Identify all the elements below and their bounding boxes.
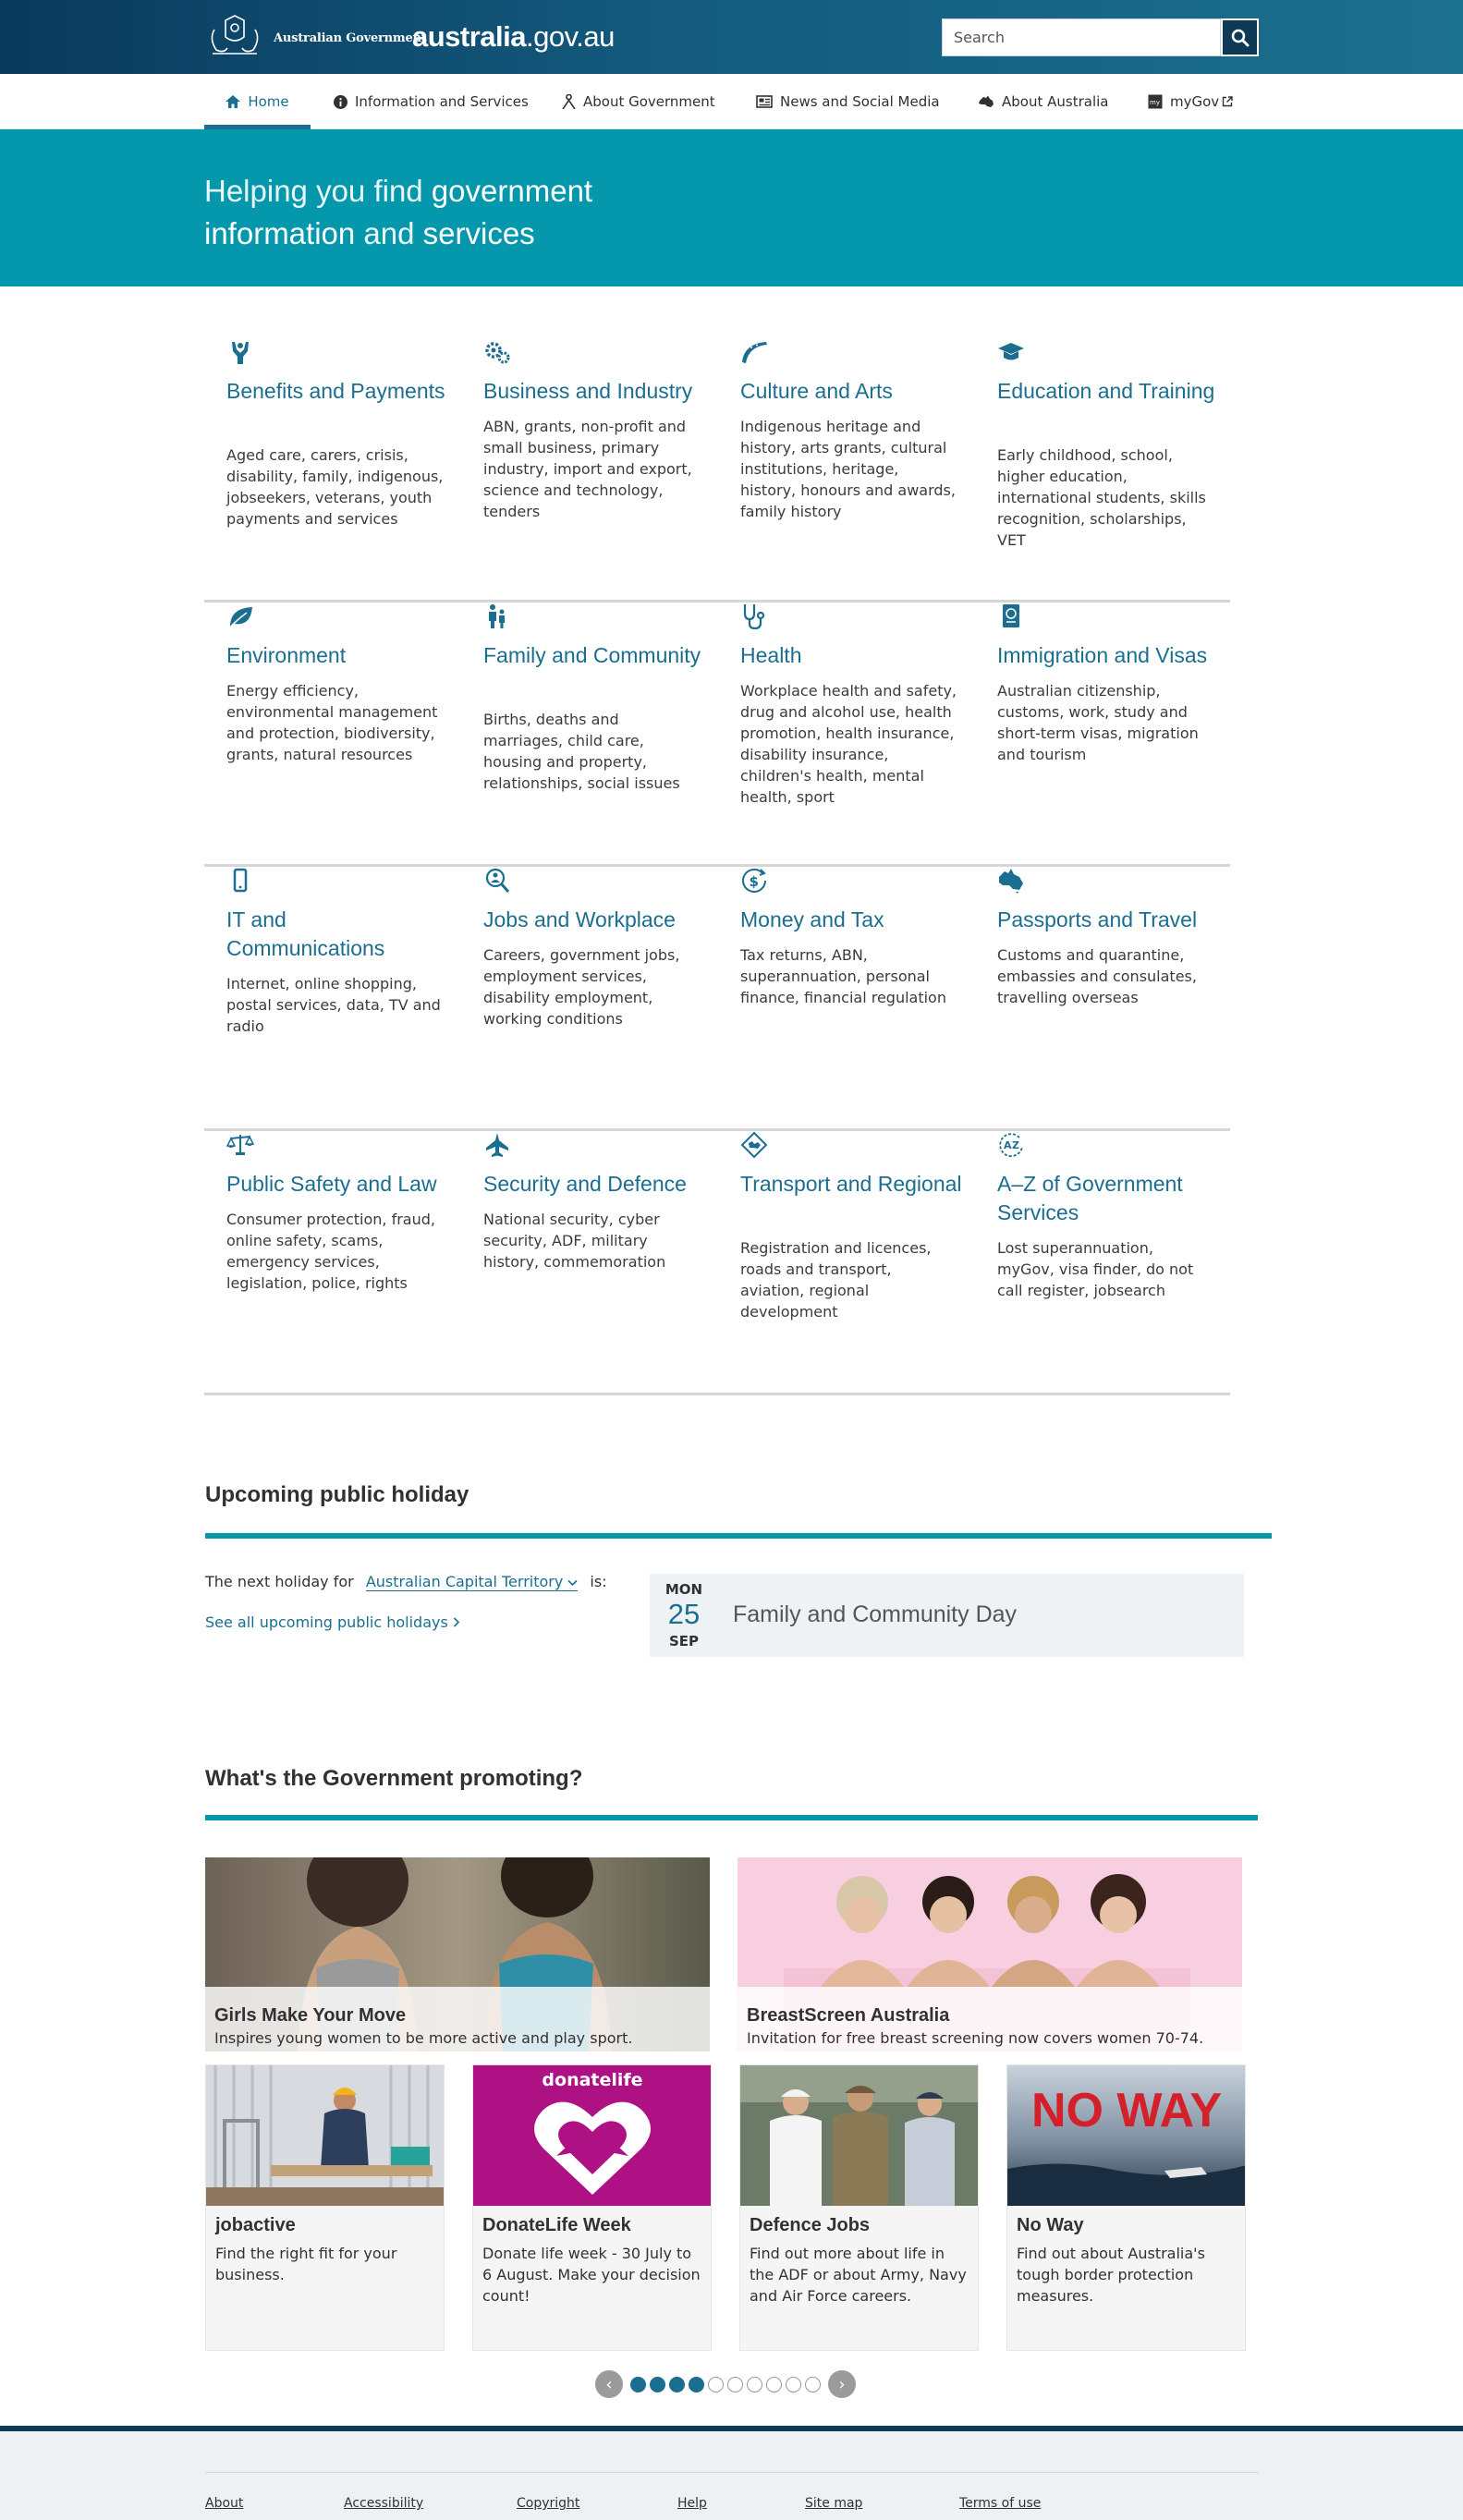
australia-map-icon <box>978 95 994 109</box>
chevron-down-icon <box>567 1579 578 1587</box>
promo-defence-jobs[interactable] <box>739 2064 979 2351</box>
category-title: Public Safety and Law <box>226 1172 437 1196</box>
search-icon <box>1231 29 1250 47</box>
category-description: Australian citizenship, customs, work, study and short-term visas, migration and tourism <box>997 682 1199 763</box>
coat-of-arms-icon <box>205 13 264 61</box>
footer-divider <box>205 2472 1259 2473</box>
carousel-dots <box>628 2377 823 2392</box>
category-title: A–Z of Government Services <box>997 1172 1183 1224</box>
promo-jobactive[interactable] <box>205 2064 445 2351</box>
donatelife-logo-text: donatelife <box>542 2070 643 2090</box>
hero-text: and <box>355 216 423 250</box>
category-description: Tax returns, ABN, superannuation, personal finance, financial regulation <box>740 946 946 1006</box>
promo-title: DonateLife Week <box>482 2215 631 2235</box>
home-icon <box>226 95 240 108</box>
category-description: Indigenous heritage and history, arts grants, cultural institutions, heritage, history, honours and awards, family history <box>740 418 956 520</box>
promo-title: jobactive <box>215 2215 296 2235</box>
site-name-bold: australia <box>412 20 527 53</box>
category-description: Careers, government jobs, employment services, disability employment, working conditions <box>483 946 680 1028</box>
carousel-dot[interactable] <box>689 2377 704 2392</box>
gears-icon <box>483 338 511 366</box>
nav-item-mygov[interactable] <box>1144 74 1237 129</box>
carousel-dot[interactable] <box>650 2377 665 2392</box>
promo-caption <box>205 1987 710 2051</box>
category-title: Passports and Travel <box>997 907 1198 931</box>
promo-text: Find the right fit for your business. <box>215 2245 397 2283</box>
category-description: Customs and quarantine, embassies and consulates, travelling overseas <box>997 946 1197 1006</box>
promo-text: Find out more about life in the ADF or about Army, Navy and Air Force careers. <box>750 2245 967 2305</box>
nav-label: Home <box>248 93 289 110</box>
site-logo-link[interactable] <box>412 20 615 54</box>
category-title: IT and Communications <box>226 907 385 960</box>
category-title: Health <box>740 643 802 667</box>
nav-item-information-and-services[interactable] <box>330 74 532 129</box>
carousel-dot[interactable] <box>766 2377 782 2392</box>
site-name-domain: .gov.au <box>526 20 615 53</box>
section-divider <box>205 1533 1272 1539</box>
chevron-left-icon: ‹ <box>605 2374 613 2394</box>
nav-label: myGov <box>1170 93 1220 110</box>
category-title: Jobs and Workplace <box>483 907 676 931</box>
holiday-card <box>650 1574 1244 1657</box>
family-icon <box>483 603 511 630</box>
promo-image-defence-personnel <box>740 2065 979 2206</box>
svg-text:A: A <box>1004 1139 1012 1151</box>
australia-map-icon <box>997 867 1025 895</box>
mobile-phone-icon <box>226 867 254 895</box>
category-row <box>204 1131 1230 1395</box>
promo-girls-make-your-move[interactable] <box>205 1857 710 2051</box>
nav-label: About Australia <box>1002 93 1109 110</box>
nav-item-news-and-social-media[interactable] <box>752 74 944 129</box>
category-row <box>204 338 1230 603</box>
promo-image-donatelife <box>473 2065 712 2206</box>
region-select[interactable] <box>366 1573 579 1591</box>
helping-hands-icon <box>226 338 254 366</box>
category-title: Business and Industry <box>483 379 693 403</box>
carousel-prev-button[interactable] <box>595 2370 623 2398</box>
category-title: Immigration and Visas <box>997 643 1208 667</box>
category-description: Lost superannuation, myGov, visa finder, do not call register, jobsearch <box>997 1239 1194 1299</box>
graduation-cap-icon <box>997 338 1025 366</box>
category-title: Transport and Regional <box>740 1172 962 1196</box>
scales-icon <box>226 1131 254 1159</box>
search-placeholder: Search <box>954 29 1005 46</box>
carousel-dot[interactable] <box>805 2377 821 2392</box>
promo-text: Invitation for free breast screening now covers women 70-74. <box>747 2029 1204 2047</box>
promo-text: Donate life week - 30 July to 6 August. Make your decision count! <box>482 2245 701 2305</box>
category-title: Culture and Arts <box>740 379 893 403</box>
chevron-right-icon: › <box>838 2374 846 2394</box>
promo-title: Girls Make Your Move <box>214 2005 407 2026</box>
nav-label: About Government <box>583 93 715 110</box>
carousel-dot[interactable] <box>708 2377 724 2392</box>
category-description: Births, deaths and marriages, child care, housing and property, relationships, social issues <box>483 711 680 792</box>
carousel-dot[interactable] <box>669 2377 685 2392</box>
site-header <box>0 0 1463 74</box>
newspaper-icon <box>756 95 773 108</box>
search-input[interactable] <box>942 18 1221 56</box>
stethoscope-icon <box>740 603 768 630</box>
footer-link-accessibility[interactable]: Accessibility <box>344 2496 424 2511</box>
category-description: Internet, online shopping, postal services, data, TV and radio <box>226 975 441 1035</box>
holiday-suffix: is: <box>590 1573 607 1590</box>
region-select-value: Australian Capital Territory <box>365 1573 564 1590</box>
category-row <box>204 603 1230 867</box>
main-nav <box>0 74 1463 129</box>
external-link-icon <box>1222 96 1233 107</box>
category-description: Early childhood, school, higher education, international students, skills recognition, scholarships, VET <box>997 446 1206 549</box>
footer-link-help[interactable]: Help <box>677 2496 707 2511</box>
svg-text:Z: Z <box>1012 1139 1019 1151</box>
nav-item-about-government[interactable] <box>558 74 719 129</box>
hero-text-emphasis: services <box>422 216 535 250</box>
carousel-dot[interactable] <box>727 2377 743 2392</box>
fighter-jet-icon <box>483 1131 511 1159</box>
promo-text: Find out about Australia's tough border protection measures. <box>1017 2245 1205 2305</box>
hero-text-emphasis: information <box>204 216 356 250</box>
promo-image-worker <box>206 2065 445 2206</box>
footer-link-about[interactable]: About <box>205 2496 244 2511</box>
hero-title <box>204 170 722 255</box>
promo-title: Defence Jobs <box>750 2215 871 2235</box>
a-z-icon <box>997 1131 1025 1159</box>
category-description: National security, cyber security, ADF, military history, commemoration <box>483 1211 666 1271</box>
category-description: Aged care, carers, crisis, disability, family, indigenous, jobseekers, veterans, youth payments and services <box>226 446 444 528</box>
promo-donatelife-week[interactable] <box>472 2064 712 2351</box>
category-description: Energy efficiency, environmental management and protection, biodiversity, grants, natural resources <box>226 682 438 763</box>
holiday-next-text <box>205 1573 607 1590</box>
footer-link-terms-of-use[interactable]: Terms of use <box>959 2496 1042 2511</box>
holiday-month: SEP <box>668 1633 700 1650</box>
promo-title: No Way <box>1017 2215 1084 2235</box>
category-title: Environment <box>226 643 347 667</box>
search-button[interactable] <box>1221 18 1259 56</box>
hero-banner <box>0 129 1463 286</box>
svg-text:my: my <box>1150 99 1160 106</box>
promotions-section-title: What's the Government promoting? <box>205 1766 583 1791</box>
holiday-day: 25 <box>667 1598 701 1630</box>
boomerang-icon <box>740 338 768 366</box>
job-search-icon <box>483 867 511 895</box>
road-sign-icon <box>740 1131 768 1159</box>
footer-link-copyright[interactable]: Copyright <box>517 2496 580 2511</box>
holiday-section-title: Upcoming public holiday <box>205 1482 469 1507</box>
dollar-cycle-icon <box>740 867 768 895</box>
leaf-icon <box>226 603 254 630</box>
category-title: Security and Defence <box>483 1172 687 1196</box>
info-icon <box>334 95 347 109</box>
nav-item-home[interactable] <box>204 74 311 129</box>
category-title: Money and Tax <box>740 907 884 931</box>
category-description: ABN, grants, non-profit and small business, primary industry, import and export, science and technology, tenders <box>483 418 692 520</box>
nav-item-about-australia[interactable] <box>974 74 1112 129</box>
promo-caption <box>738 1987 1242 2051</box>
carousel-next-button[interactable] <box>828 2370 856 2398</box>
holiday-name: Family and Community Day <box>733 1601 1018 1627</box>
nav-label: News and Social Media <box>780 93 940 110</box>
see-all-holidays-label: See all upcoming public holidays <box>205 1613 448 1631</box>
promo-text: Inspires young women to be more active and play sport. <box>214 2029 633 2047</box>
mygov-icon <box>1148 94 1163 109</box>
holiday-prefix: The next holiday for <box>205 1573 354 1590</box>
promo-no-way[interactable] <box>1006 2064 1246 2351</box>
carousel-dot[interactable] <box>630 2377 646 2392</box>
category-description: Consumer protection, fraud, online safety, scams, emergency services, legislation, police, rights <box>226 1211 435 1292</box>
carousel-pager <box>595 2370 856 2398</box>
nav-label: Information and Services <box>355 93 529 110</box>
promo-breastscreen-australia[interactable] <box>738 1857 1242 2051</box>
carousel-dot[interactable] <box>747 2377 762 2392</box>
passport-icon <box>997 603 1025 630</box>
hero-text: Helping you find <box>204 174 432 208</box>
promo-image-no-way <box>1007 2065 1246 2206</box>
category-description: Registration and licences, roads and transport, aviation, regional development <box>740 1239 932 1321</box>
hero-text-emphasis: government <box>431 174 593 208</box>
carousel-dot[interactable] <box>786 2377 801 2392</box>
footer-link-site-map[interactable]: Site map <box>805 2496 863 2511</box>
holiday-day-of-week: MON <box>664 1581 703 1598</box>
site-footer <box>0 2426 1463 2520</box>
category-title: Benefits and Payments <box>226 379 445 403</box>
no-way-logo-text: NO WAY <box>1030 2084 1223 2137</box>
category-description: Workplace health and safety, drug and alcohol use, health promotion, health insurance, disability insurance, children's health, mental health, sport <box>740 682 957 806</box>
chevron-right-icon <box>453 1617 460 1627</box>
see-all-holidays-link[interactable] <box>205 1613 460 1631</box>
svg-text:$: $ <box>749 873 759 890</box>
promo-title: BreastScreen Australia <box>747 2005 950 2026</box>
section-divider <box>205 1815 1258 1820</box>
category-row <box>204 867 1230 1131</box>
person-icon <box>562 94 576 109</box>
category-title: Family and Community <box>483 643 701 667</box>
government-name: Australian Government <box>274 31 427 45</box>
category-title: Education and Training <box>997 379 1215 403</box>
